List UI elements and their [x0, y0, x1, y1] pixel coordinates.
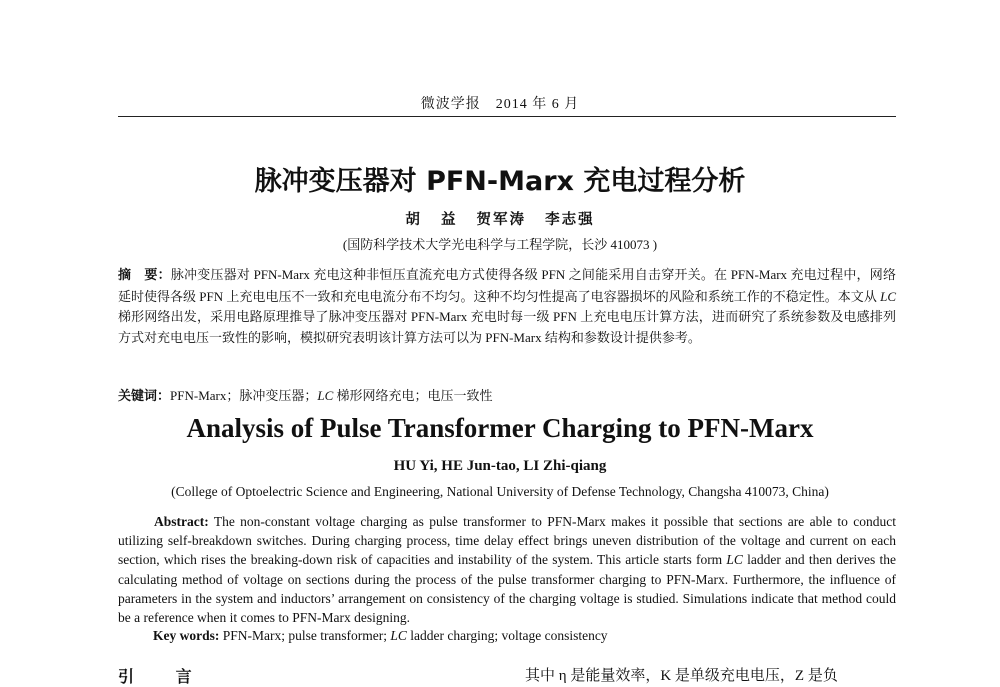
english-keywords-label: Key words: — [153, 628, 220, 643]
chinese-abstract-text-2: 梯形网络出发，采用电路原理推导了脉冲变压器对 PFN-Marx 充电时每一级 PFN 上充电电压计算方法，进而研究了系统参数及电感排列方式对充电电压一致性的影响，模拟研究表明该计算方法可以为 PFN-Marx 结构和参数设计提供参考。 — [118, 309, 896, 346]
chinese-abstract-label: 摘 要： — [118, 268, 171, 283]
english-abstract-paragraph — [118, 512, 896, 627]
intro-heading: 引 言 — [118, 667, 210, 686]
english-keywords — [153, 628, 896, 644]
chinese-affiliation: (国防科学技术大学光电科学与工程学院，长沙 410073 ) — [342, 237, 658, 252]
english-abstract-text-1: The non-constant voltage charging as pulse transformer to PFN-Marx makes it possible that sections are able to conduct utilizing self-breakdown switches. During charging process, time delay effect brings uneven distribution of the voltage and current on each section, which rises the breaking-down risk of capacities and instability of the system. This article starts form — [118, 514, 896, 568]
column2-text-fragment: 其中 η 是能量效率，K 是单级充电电压，Z 是负 — [525, 668, 838, 684]
chinese-title: 脉冲变压器对 PFN-Marx 充电过程分析 — [254, 166, 746, 197]
english-abstract — [118, 512, 896, 627]
chinese-keywords-label: 关键词： — [118, 389, 171, 404]
chinese-keywords-text-1: PFN-Marx；脉冲变压器； — [170, 388, 318, 403]
chinese-keywords-text-2: 梯形网络充电；电压一致性 — [333, 388, 493, 403]
english-keywords-italic: LC — [390, 628, 407, 643]
english-abstract-text-2: ladder and then derives the calculating method of voltage on sections during the process of the pulse transformer charging to PFN-Marx. Furthermore, the influence of parameters in the system and inductors’ arrangement on consistency of the charging voltage is studied. Simulations indicate that method could be a reference when it comes to PFN-Marx designing. — [118, 552, 896, 626]
chinese-abstract-text-1: 脉冲变压器对 PFN-Marx 充电这种非恒压直流充电方式使得各级 PFN 之间能采用自击穿开关。在 PFN-Marx 充电过程中，网络延时使得各级 PFN 上充电电压不一致和充电电流分布不均匀。这种不均匀性提高了电容器损坏的风险和系统工作的不稳定性。本文从 — [118, 267, 896, 304]
english-abstract-italic: LC — [726, 552, 743, 568]
english-abstract-label: Abstract: — [154, 514, 209, 529]
english-title: Analysis of Pulse Transformer Charging to PFN-Marx — [186, 413, 814, 443]
english-keywords-text-2: ladder charging; voltage consistency — [406, 628, 608, 643]
chinese-keywords-italic: LC — [317, 388, 334, 403]
english-authors: HU Yi, HE Jun-tao, LI Zhi-qiang — [393, 458, 607, 474]
chinese-abstract-italic: LC — [880, 288, 896, 304]
english-keywords-text-1: PFN-Marx; pulse transformer; — [219, 628, 391, 643]
running-header: 微波学报 2014 年 6 月 — [420, 97, 580, 112]
header-rule — [118, 116, 896, 117]
chinese-authors: 胡 益 贺军涛 李志强 — [405, 212, 595, 228]
chinese-keywords — [118, 385, 896, 404]
chinese-abstract — [118, 265, 896, 349]
english-affiliation: (College of Optoelectric Science and Engineering, National University of Defense Technology, Changsha 410073, China) — [171, 484, 829, 499]
